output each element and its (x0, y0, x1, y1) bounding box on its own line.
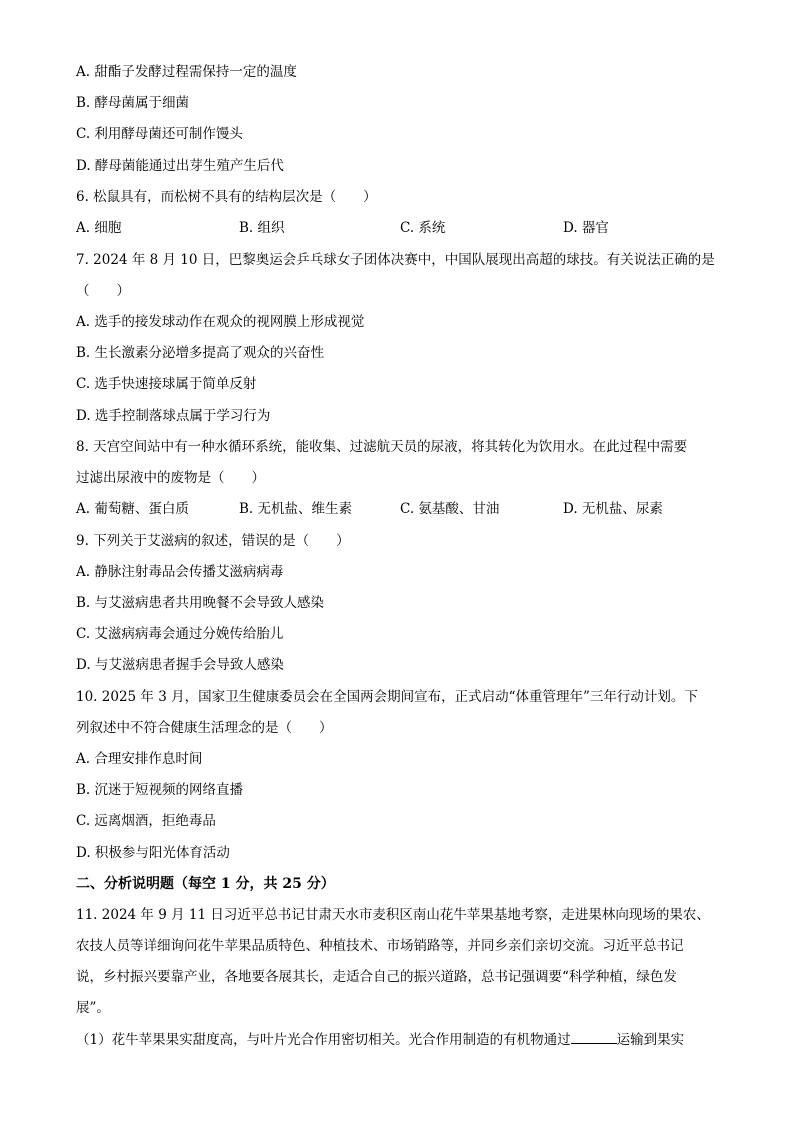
q10-option-b: B. 沉迷于短视频的网络直播 (76, 782, 244, 798)
q8-option-d: D. 无机盐、尿素 (563, 501, 663, 517)
q8-option-b: B. 无机盐、维生素 (239, 501, 353, 517)
q6-option-b: B. 组织 (239, 220, 285, 236)
q7-stem-line1: 7. 2024 年 8 月 10 日，巴黎奥运会乒乓球女子团体决赛中，中国队展现出高超的球技。有关说法正确的是 (76, 252, 715, 268)
q5-option-a: A. 甜酯子发酵过程需保持一定的温度 (76, 64, 297, 80)
q6-option-c: C. 系统 (400, 220, 446, 236)
q7-option-a: A. 选手的接发球动作在观众的视网膜上形成视觉 (76, 314, 365, 330)
q9-stem: 9. 下列关于艾滋病的叙述，错误的是（ ） (76, 533, 350, 549)
q5-option-d: D. 酵母菌能通过出芽生殖产生后代 (76, 158, 284, 174)
q7-option-c: C. 选手快速接球属于简单反射 (76, 376, 257, 392)
q11-sub1-text: （1）花牛苹果果实甜度高，与叶片光合作用密切相关。光合作用制造的有机物通过 (76, 1032, 571, 1048)
q9-option-d: D. 与艾滋病患者握手会导致人感染 (76, 657, 284, 673)
q5-option-b: B. 酵母菌属于细菌 (76, 95, 190, 111)
q10-stem-line2: 列叙述中不符合健康生活理念的是（ ） (76, 720, 333, 736)
q11-line3: 说，乡村振兴要靠产业，各地要各展其长，走适合自己的振兴道路，总书记强调要“科学种植，绿色发 (76, 969, 677, 985)
q6-option-d: D. 器官 (563, 220, 609, 236)
q7-option-b: B. 生长激素分泌增多提高了观众的兴奋性 (76, 345, 325, 361)
q8-stem-line2: 过滤出尿液中的废物是（ ） (76, 470, 265, 486)
q9-option-c: C. 艾滋病病毒会通过分娩传给胎儿 (76, 626, 284, 642)
q7-option-d: D. 选手控制落球点属于学习行为 (76, 408, 271, 424)
q6-stem: 6. 松鼠具有，而松树不具有的结构层次是（ ） (76, 189, 377, 205)
q8-option-a: A. 葡萄糖、蛋白质 (76, 501, 189, 517)
q10-option-a: A. 合理安排作息时间 (76, 751, 203, 767)
q8-option-c: C. 氨基酸、甘油 (400, 501, 500, 517)
q9-option-b: B. 与艾滋病患者共用晚餐不会导致人感染 (76, 595, 325, 611)
answer-blank[interactable] (571, 1031, 617, 1044)
q10-option-c: C. 远离烟酒，拒绝毒品 (76, 813, 216, 829)
q11-line1: 11. 2024 年 9 月 11 日习近平总书记甘肃天水市麦积区南山花牛苹果基地考察，走进果林向现场的果农、 (76, 907, 710, 923)
q9-option-a: A. 静脉注射毒品会传播艾滋病病毒 (76, 564, 284, 580)
q11-sub1-text-end: 运输到果实 (616, 1032, 685, 1048)
q10-option-d: D. 积极参与阳光体育活动 (76, 845, 230, 861)
q7-stem-line2: （ ） (76, 283, 130, 299)
section-heading: 二、分析说明题（每空 1 分，共 25 分） (76, 876, 335, 892)
q10-stem-line1: 10. 2025 年 3 月，国家卫生健康委员会在全国两会期间宣布，正式启动“体重管理年”三年行动计划。下 (76, 689, 698, 705)
q11-line2: 农技人员等详细询问花牛苹果品质特色、种植技术、市场销路等，并同乡亲们亲切交流。习近平总书记 (76, 938, 684, 954)
q5-option-c: C. 利用酵母菌还可制作馒头 (76, 126, 243, 142)
q11-subquestion-1 (76, 1031, 684, 1049)
q11-line4: 展”。 (76, 1000, 110, 1016)
q8-stem-line1: 8. 天宫空间站中有一种水循环系统，能收集、过滤航天员的尿液，将其转化为饮用水。在此过程中需要 (76, 439, 688, 455)
q6-option-a: A. 细胞 (76, 220, 122, 236)
